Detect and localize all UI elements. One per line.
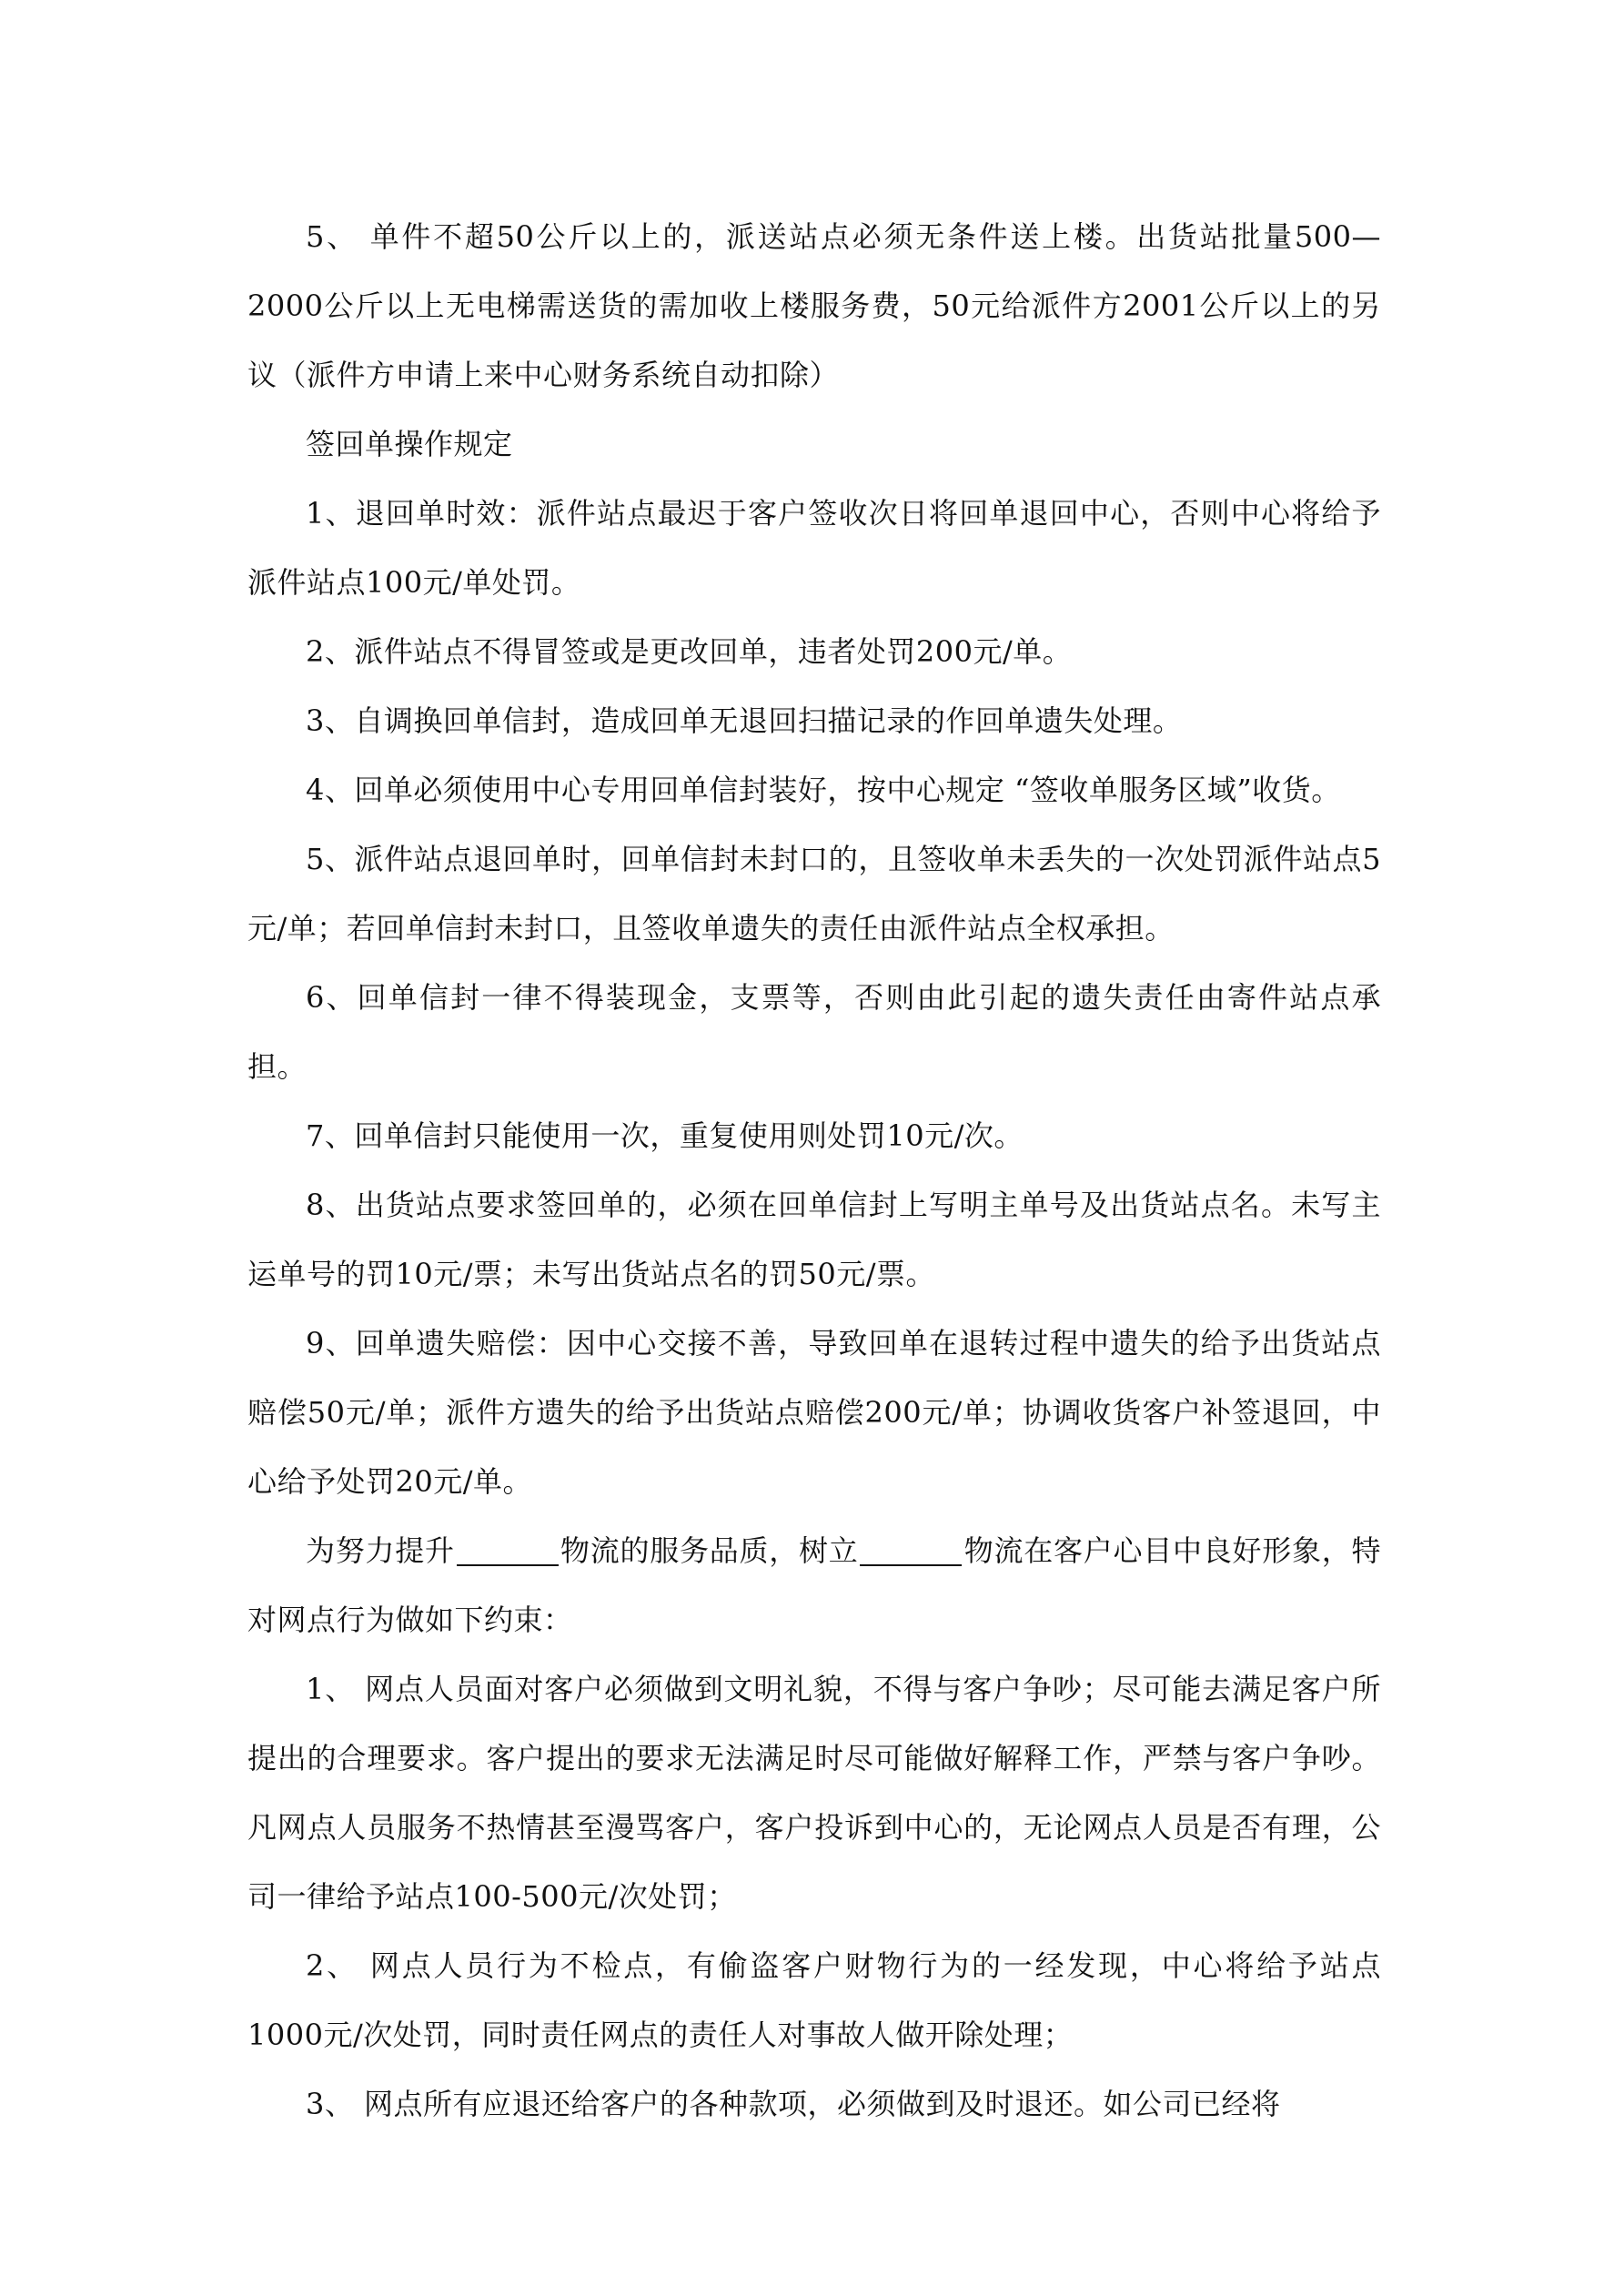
intro-part-2: 物流的服务品质，树立 <box>560 1533 859 1568</box>
section-heading-receipt-rules: 签回单操作规定 <box>306 427 513 461</box>
paragraph-receipt-rule-3: 3、自调换回单信封，造成回单无退回扫描记录的作回单遗失处理。 <box>306 703 1183 738</box>
paragraph-receipt-rule-2: 2、派件站点不得冒签或是更改回单，违者处罚200元/单。 <box>306 634 1073 669</box>
paragraph-outlet-rule-1: 1、 网点人员面对客户必须做到文明礼貌，不得与客户争吵；尽可能去满足客户所提出的合理要求。客户提出的要求无法满足时尽可能做好解释工作，严禁与客户争吵。凡网点人员服务不热情甚至漫骂客户，客户投诉到中心的，无论网点人员是否有理，公司一律给予站点100-500元/次处罚； <box>247 1672 1381 1914</box>
paragraph-receipt-rule-6: 6、回单信封一律不得装现金，支票等，否则由此引起的遗失责任由寄件站点承担。 <box>247 980 1381 1084</box>
paragraph-outlet-rule-2: 2、 网点人员行为不检点，有偷盗客户财物行为的一经发现，中心将给予站点1000元/次处罚，同时责任网点的责任人对事故人做开除处理； <box>247 1948 1381 2052</box>
paragraph-upstairs-delivery: 5、 单件不超50公斤以上的，派送站点必须无条件送上楼。出货站批量500—2000公斤以上无电梯需送货的需加收上楼服务费，50元给派件方2001公斤以上的另议（派件方申请上来中心财务系统自动扣除） <box>247 219 1381 392</box>
paragraph-outlet-rule-3: 3、 网点所有应退还给客户的各种款项，必须做到及时退还。如公司已经将 <box>306 2087 1281 2121</box>
intro-part-1: 为努力提升 <box>306 1533 455 1568</box>
paragraph-intro-constraints <box>247 1516 1381 1654</box>
paragraph-receipt-rule-9: 9、回单遗失赔偿：因中心交接不善，导致回单在退转过程中遗失的给予出货站点赔偿50元/单；派件方遗失的给予出货站点赔偿200元/单；协调收货客户补签退回，中心给予处罚20元/单。 <box>247 1326 1381 1499</box>
intro-part-3: 物流在客户心目中良好形象，特对网点行为做如下约束： <box>247 1533 1381 1637</box>
paragraph-receipt-rule-5: 5、派件站点退回单时，回单信封未封口的，且签收单未丢失的一次处罚派件站点5元/单；若回单信封未封口，且签收单遗失的责任由派件站点全权承担。 <box>247 842 1381 946</box>
document-body <box>247 202 1381 2139</box>
paragraph-receipt-rule-8: 8、出货站点要求签回单的，必须在回单信封上写明主单号及出货站点名。未写主运单号的罚10元/票；未写出货站点名的罚50元/票。 <box>247 1188 1381 1291</box>
paragraph-receipt-rule-7: 7、回单信封只能使用一次，重复使用则处罚10元/次。 <box>306 1118 1024 1153</box>
paragraph-receipt-rule-1: 1、退回单时效：派件站点最迟于客户签收次日将回单退回中心，否则中心将给予派件站点100元/单处罚。 <box>247 496 1381 600</box>
paragraph-receipt-rule-4: 4、回单必须使用中心专用回单信封装好，按中心规定 “签收单服务区域”收货。 <box>306 773 1341 807</box>
fill-in-blank <box>860 1537 962 1566</box>
fill-in-blank <box>457 1537 559 1566</box>
